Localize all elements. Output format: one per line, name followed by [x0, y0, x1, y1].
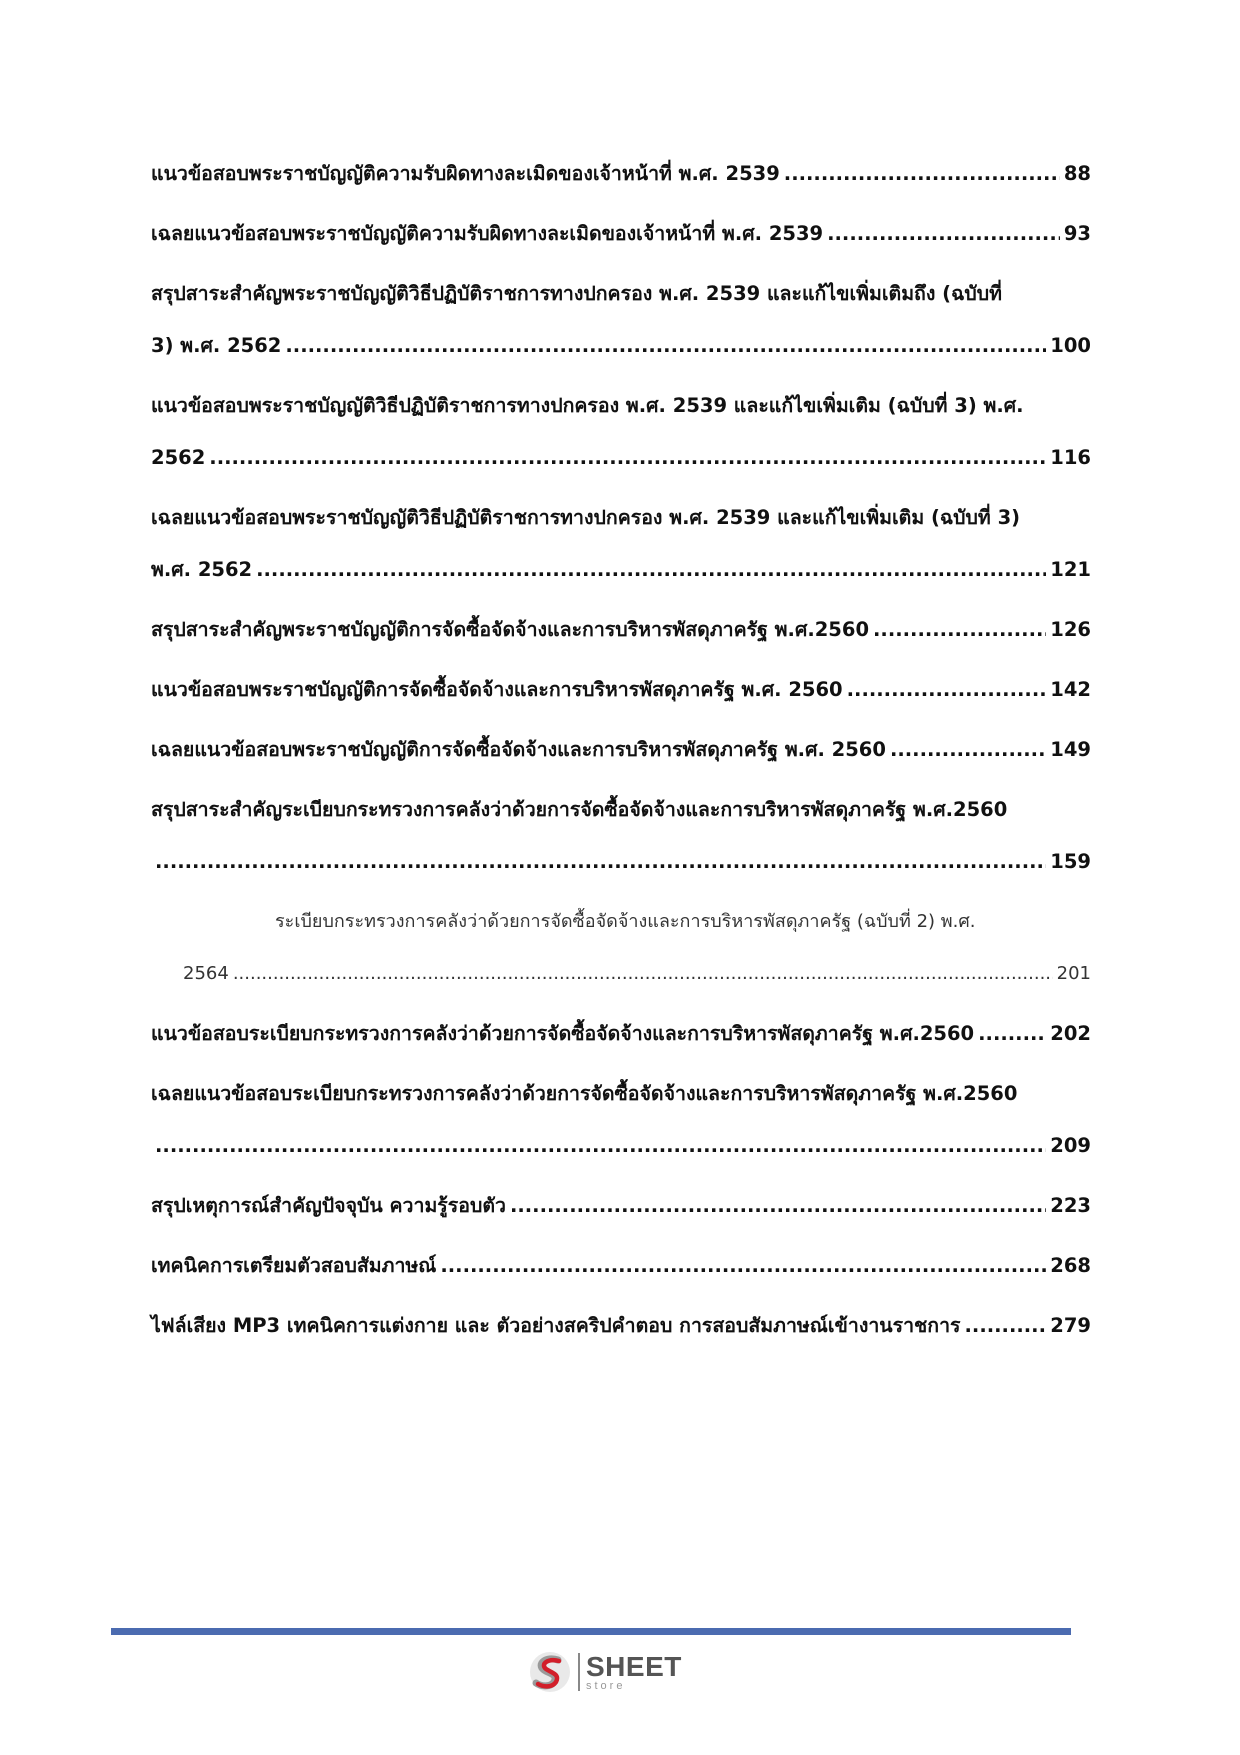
toc-entry[interactable]: [151, 208, 1091, 260]
toc-leader-dots: [978, 1008, 1046, 1060]
toc-entry-page: 279: [1050, 1314, 1091, 1337]
toc-entry[interactable]: [151, 380, 1091, 484]
toc-entry-page: 268: [1050, 1254, 1091, 1277]
toc-entry[interactable]: [151, 1180, 1091, 1232]
toc-entry[interactable]: [151, 148, 1091, 200]
footer-rule: [111, 1628, 1071, 1635]
toc-entry-title-cont: พ.ศ. 2562: [151, 558, 253, 581]
toc-entry-page: 159: [1050, 850, 1091, 873]
toc-leader-dots: [155, 836, 1046, 888]
toc-leader-dots: [784, 148, 1060, 200]
toc-entry[interactable]: [151, 784, 1091, 888]
toc-entry-title-cont: 2562: [151, 446, 206, 469]
toc-entry-page: 201: [1056, 963, 1091, 984]
toc-leader-dots: [285, 320, 1046, 372]
logo-text: [586, 1650, 682, 1692]
toc-entry-title: สรุปสาระสำคัญพระราชบัญญัติการจัดซื้อจัดจ้างและการบริหารพัสดุภาครัฐ พ.ศ.2560: [151, 618, 870, 641]
table-of-contents: [151, 148, 1091, 1360]
toc-entry[interactable]: [151, 1068, 1091, 1172]
toc-leader-dots: [965, 1300, 1047, 1352]
toc-entry-title: สรุปสาระสำคัญพระราชบัญญัติวิธีปฏิบัติราชการทางปกครอง พ.ศ. 2539 และแก้ไขเพิ่มเติมถึง (ฉบับที่: [151, 282, 1002, 305]
toc-leader-dots: [256, 544, 1046, 596]
toc-entry-page: 149: [1050, 738, 1091, 761]
toc-entry-title: แนวข้อสอบพระราชบัญญัติวิธีปฏิบัติราชการทางปกครอง พ.ศ. 2539 และแก้ไขเพิ่มเติม (ฉบับที่ 3) พ.ศ.: [151, 394, 1024, 417]
logo-word: SHEET: [586, 1650, 682, 1682]
toc-entry-title: ไฟล์เสียง MP3 เทคนิคการแต่งกาย และ ตัวอย่างสคริปคำตอบ การสอบสัมภาษณ์เข้างานราชการ: [151, 1314, 961, 1337]
toc-leader-dots: [209, 432, 1046, 484]
toc-entry-title: แนวข้อสอบระเบียบกระทรวงการคลังว่าด้วยการจัดซื้อจัดจ้างและการบริหารพัสดุภาครัฐ พ.ศ.2560: [151, 1022, 975, 1045]
toc-entry-page: 93: [1063, 222, 1091, 245]
toc-leader-dots: [155, 1120, 1046, 1172]
toc-entry[interactable]: [151, 1240, 1091, 1292]
toc-subentry[interactable]: [151, 896, 1091, 1000]
toc-entry-page: 126: [1050, 618, 1091, 641]
toc-leader-dots: [510, 1180, 1046, 1232]
toc-leader-dots: [440, 1240, 1046, 1292]
toc-leader-dots: [890, 724, 1046, 776]
toc-entry-title: สรุปสาระสำคัญระเบียบกระทรวงการคลังว่าด้วยการจัดซื้อจัดจ้างและการบริหารพัสดุภาครัฐ พ.ศ.2560: [151, 798, 1008, 821]
toc-entry[interactable]: [151, 492, 1091, 596]
sheet-logo-icon: [528, 1650, 572, 1694]
toc-entry[interactable]: [151, 604, 1091, 656]
toc-entry-title: เทคนิคการเตรียมตัวสอบสัมภาษณ์: [151, 1254, 437, 1277]
toc-entry-page: 116: [1050, 446, 1091, 469]
toc-entry-page: 209: [1050, 1134, 1091, 1157]
toc-entry[interactable]: [151, 1300, 1091, 1352]
toc-entry-title: สรุปเหตุการณ์สำคัญปัจจุบัน ความรู้รอบตัว: [151, 1194, 506, 1217]
sheet-store-logo: [528, 1650, 682, 1694]
toc-entry-title: เฉลยแนวข้อสอบพระราชบัญญัติการจัดซื้อจัดจ้างและการบริหารพัสดุภาครัฐ พ.ศ. 2560: [151, 738, 886, 761]
toc-leader-dots: [827, 208, 1060, 260]
toc-entry-title: แนวข้อสอบพระราชบัญญัติการจัดซื้อจัดจ้างและการบริหารพัสดุภาครัฐ พ.ศ. 2560: [151, 678, 843, 701]
logo-subword: store: [586, 1679, 626, 1692]
toc-entry[interactable]: [151, 664, 1091, 716]
toc-entry-title: เฉลยแนวข้อสอบระเบียบกระทรวงการคลังว่าด้วยการจัดซื้อจัดจ้างและการบริหารพัสดุภาครัฐ พ.ศ.2560: [151, 1082, 1018, 1105]
toc-entry[interactable]: [151, 724, 1091, 776]
toc-entry-page: 88: [1063, 162, 1091, 185]
toc-entry-page: 121: [1050, 558, 1091, 581]
toc-entry-page: 223: [1050, 1194, 1091, 1217]
toc-entry-title-cont: 2564: [183, 963, 229, 984]
toc-leader-dots: [233, 948, 1053, 1000]
toc-entry-title: เฉลยแนวข้อสอบพระราชบัญญัติวิธีปฏิบัติราชการทางปกครอง พ.ศ. 2539 และแก้ไขเพิ่มเติม (ฉบับที่ 3): [151, 506, 1021, 529]
toc-entry-title-cont: 3) พ.ศ. 2562: [151, 334, 282, 357]
toc-entry-title: เฉลยแนวข้อสอบพระราชบัญญัติความรับผิดทางละเมิดของเจ้าหน้าที่ พ.ศ. 2539: [151, 222, 824, 245]
toc-entry-page: 202: [1050, 1022, 1091, 1045]
toc-entry[interactable]: [151, 268, 1091, 372]
toc-leader-dots: [873, 604, 1046, 656]
toc-entry-page: 142: [1050, 678, 1091, 701]
toc-entry[interactable]: [151, 1008, 1091, 1060]
toc-leader-dots: [847, 664, 1047, 716]
toc-entry-page: 100: [1050, 334, 1091, 357]
toc-entry-title: ระเบียบกระทรวงการคลังว่าด้วยการจัดซื้อจัดจ้างและการบริหารพัสดุภาครัฐ (ฉบับที่ 2) พ.ศ.: [275, 911, 976, 932]
logo-divider: [578, 1653, 580, 1691]
toc-entry-title: แนวข้อสอบพระราชบัญญัติความรับผิดทางละเมิดของเจ้าหน้าที่ พ.ศ. 2539: [151, 162, 780, 185]
